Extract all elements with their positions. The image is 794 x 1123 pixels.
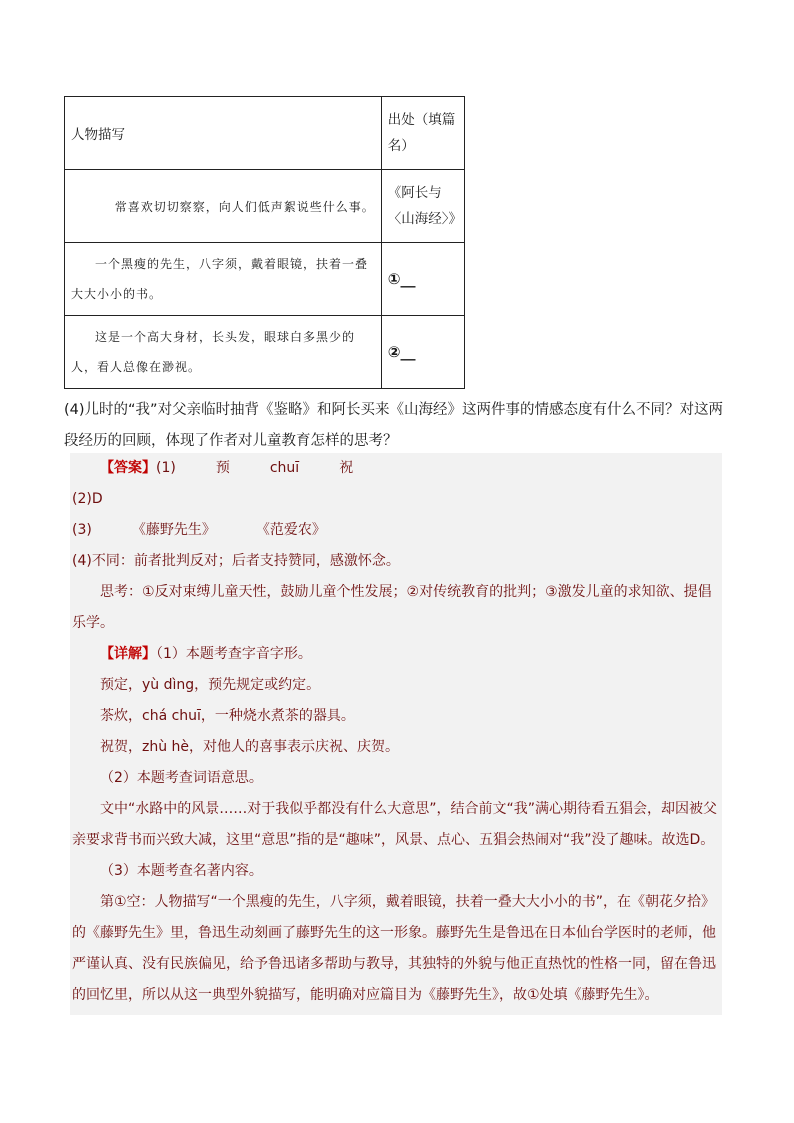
detail-pinyin-3: 祝贺，zhù hè，对他人的喜事表示庆祝、庆贺。	[100, 739, 400, 755]
table-header-description: 人物描写	[65, 97, 382, 170]
detail-para-3: 第①空：人物描写“一个黑瘦的先生，八字须，戴着眼镜，扶着一叠大大小小的书”，在《朝花夕拾》的《藤野先生》里，鲁迅生动刻画了藤野先生的这一形象。藤野先生是鲁迅在日本仙台学医时的老师，他严谨认真、没有民族偏见，给予鲁迅诸多帮助与教导，其独特的外貌与他正直热忱的性格一同，留在鲁迅的回忆里，所以从这一典型外貌描写，能明确对应篇目为《藤野先生》，故①处填《藤野先生》。	[72, 894, 716, 1003]
answer-line-3: (3) 《藤野先生》 《范爱农》	[72, 522, 326, 538]
row-description: 常喜欢切切察察，向人们低声絮说些什么事。	[65, 170, 382, 243]
table-row	[65, 243, 465, 316]
table-row	[65, 316, 465, 389]
answer-line-2: (2)D	[72, 491, 103, 507]
answer-think: 思考：①反对束缚儿童天性，鼓励儿童个性发展；②对传统教育的批判；③激发儿童的求知欲、提倡乐学。	[72, 584, 712, 631]
row-source-blank-2: ②__	[381, 316, 464, 389]
detail-line-1: 【详解】（1）本题考查字音字形。	[100, 646, 312, 662]
answer-line-4: (4)不同：前者批判反对；后者支持赞同，感激怀念。	[72, 553, 400, 569]
row-source: 《阿长与〈山海经〉》	[381, 170, 464, 243]
detail-pinyin-1: 预定，yù dìng，预先规定或约定。	[100, 677, 321, 693]
detail-tag: 【详解】	[100, 646, 156, 662]
character-description-table	[64, 96, 465, 389]
row-source-blank-1: ①__	[381, 243, 464, 316]
detail-intro-2: （2）本题考查词语意思。	[100, 770, 263, 786]
answer-line-1: 【答案】(1) 预 chuī 祝	[100, 460, 354, 476]
detail-para-2: 文中“水路中的风景……对于我似乎都没有什么大意思”，结合前文“我”满心期待看五猖会，却因被父亲要求背书而兴致大减，这里“意思”指的是“趣味”，风景、点心、五猖会热闹对“我”没了趣味。故选D。	[72, 801, 718, 848]
row-description: 这是一个高大身材，长头发，眼球白多黑少的人，看人总像在渺视。	[65, 316, 382, 389]
table-row	[65, 170, 465, 243]
answer-tag: 【答案】	[100, 460, 156, 476]
answer-panel	[70, 453, 722, 1015]
detail-pinyin-2: 茶炊，chá chuī，一种烧水煮茶的器具。	[100, 708, 355, 724]
table-header-source: 出处（填篇名）	[381, 97, 464, 170]
detail-intro-3: （3）本题考查名著内容。	[100, 863, 263, 879]
row-description: 一个黑瘦的先生，八字须，戴着眼镜，扶着一叠大大小小的书。	[65, 243, 382, 316]
question-4: (4)儿时的“我”对父亲临时抽背《鉴略》和阿长买来《山海经》这两件事的情感态度有什么不同？对这两段经历的回顾，体现了作者对儿童教育怎样的思考？	[64, 402, 724, 449]
